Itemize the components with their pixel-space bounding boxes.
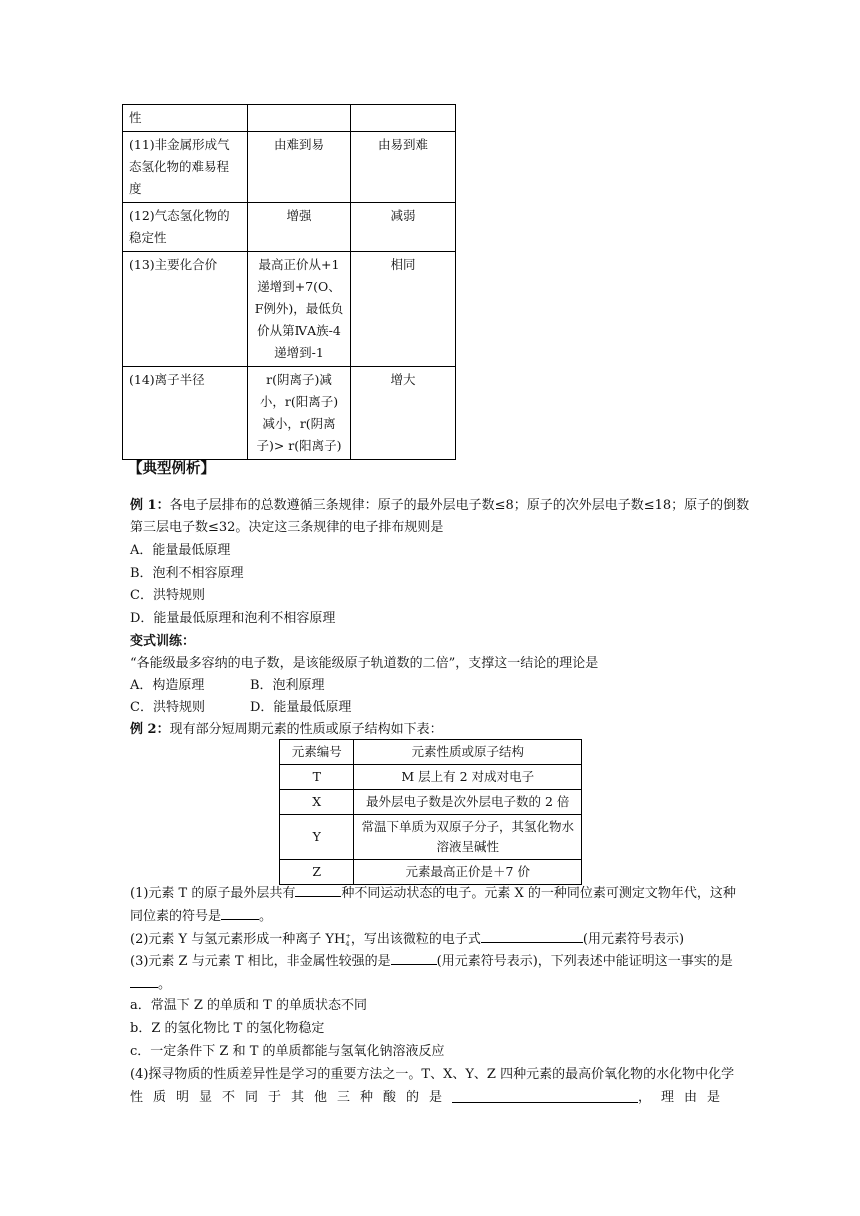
q4-text: 性质明显不同于其他三种酸的是 bbox=[130, 1090, 453, 1105]
example2-label: 例 2： bbox=[130, 722, 170, 737]
q2-text: (用元素符号表示) bbox=[582, 932, 685, 947]
table-cell: 增大 bbox=[351, 367, 456, 460]
q3-text: 。 bbox=[158, 977, 172, 992]
table-cell: X bbox=[280, 790, 354, 815]
section-title: 【典型例析】 bbox=[128, 461, 215, 477]
table-row bbox=[280, 860, 582, 885]
table-cell: Z bbox=[280, 860, 354, 885]
table-row bbox=[123, 203, 456, 252]
table-cell bbox=[248, 105, 351, 132]
question-4-line2 bbox=[130, 1088, 730, 1108]
example1-option: A．能量最低原理 bbox=[130, 543, 231, 558]
q3-option: b．Z 的氢化物比 T 的氢化物稳定 bbox=[130, 1021, 325, 1036]
table-cell: 减弱 bbox=[351, 203, 456, 252]
example1-text: 各电子层排布的总数遵循三条规律：原子的最外层电子数≤8；原子的次外层电子数≤18；原子的倒数 bbox=[169, 498, 750, 513]
variant-options-row1 bbox=[130, 676, 204, 696]
q3-option: c．一定条件下 Z 和 T 的单质都能与氢氧化钠溶液反应 bbox=[130, 1044, 445, 1059]
example2-intro-line bbox=[130, 720, 443, 740]
question-3-line1 bbox=[130, 950, 733, 972]
q3-text: (3)元素 Z 与元素 T 相比，非金属性较强的是 bbox=[130, 954, 391, 969]
table-row bbox=[123, 367, 456, 460]
q1-text: 。 bbox=[259, 909, 273, 924]
example1-option: D．能量最低原理和泡利不相容原理 bbox=[130, 611, 336, 626]
table-cell: 相同 bbox=[351, 252, 456, 367]
answer-blank[interactable] bbox=[452, 1088, 638, 1103]
question-1-line2 bbox=[130, 905, 272, 927]
variant-label: 变式训练： bbox=[130, 634, 196, 649]
q2-text: (2)元素 Y 与氢元素形成一种离子 YH bbox=[130, 932, 346, 947]
column-header: 元素编号 bbox=[280, 740, 354, 765]
column-header: 元素性质或原子结构 bbox=[354, 740, 582, 765]
answer-blank[interactable] bbox=[130, 973, 158, 988]
variant-question: “各能级最多容纳的电子数，是该能级原子轨道数的二倍”，支撑这一结论的理论是 bbox=[130, 656, 599, 671]
q1-text: 同位素的符号是 bbox=[130, 909, 222, 924]
answer-blank[interactable] bbox=[391, 950, 437, 965]
q1-text: (1)元素 T 的原子最外层共有 bbox=[130, 886, 296, 901]
variant-option-a: A．构造原理 bbox=[130, 678, 205, 693]
table-cell: (14)离子半径 bbox=[123, 367, 248, 460]
table-cell: 性 bbox=[123, 105, 248, 132]
question-1-line1 bbox=[130, 882, 736, 904]
answer-blank[interactable] bbox=[295, 882, 341, 897]
table-cell: T bbox=[280, 765, 354, 790]
superscript: + bbox=[345, 931, 351, 940]
table-row bbox=[123, 252, 456, 367]
table-row bbox=[123, 132, 456, 203]
table-cell: M 层上有 2 对成对电子 bbox=[354, 765, 582, 790]
example2-intro: 现有部分短周期元素的性质或原子结构如下表： bbox=[169, 722, 443, 737]
table-cell: 常温下单质为双原子分子，其氢化物水溶液呈碱性 bbox=[354, 815, 582, 860]
table-cell: (12)气态氢化物的稳定性 bbox=[123, 203, 248, 252]
table-cell: r(阴离子)减小，r(阳离子)减小，r(阴离子)> r(阳离子) bbox=[248, 367, 351, 460]
table-row bbox=[123, 105, 456, 132]
table-cell: Y bbox=[280, 815, 354, 860]
table-row bbox=[280, 765, 582, 790]
q3-text: (用元素符号表示)，下列表述中能证明这一事实的是 bbox=[436, 954, 733, 969]
question-2 bbox=[130, 928, 684, 950]
question-4-line1: (4)探寻物质的性质差异性是学习的重要方法之一。T、X、Y、Z 四种元素的最高价氧化物的水化物中化学 bbox=[130, 1067, 735, 1082]
subscript: 4 bbox=[345, 939, 350, 948]
variant-option-c: C．洪特规则 bbox=[130, 700, 205, 715]
example1-line2: 第三层电子数≤32。决定这三条规律的电子排布规则是 bbox=[130, 520, 444, 535]
table-cell: (13)主要化合价 bbox=[123, 252, 248, 367]
q3-option: a．常温下 Z 的单质和 T 的单质状态不同 bbox=[130, 998, 367, 1013]
q4-text: ，理由是 bbox=[637, 1090, 730, 1105]
example1-line1 bbox=[130, 496, 749, 516]
table-cell: 最高正价从+1递增到+7(O、F例外)，最低负价从第ⅣA族-4递增到-1 bbox=[248, 252, 351, 367]
answer-blank[interactable] bbox=[481, 928, 583, 943]
variant-option-b: B．泡利原理 bbox=[250, 678, 325, 693]
example1-option: C．洪特规则 bbox=[130, 588, 205, 603]
table-cell: 由易到难 bbox=[351, 132, 456, 203]
element-table bbox=[279, 739, 582, 885]
example1-option: B．泡利不相容原理 bbox=[130, 566, 244, 581]
table-cell: 增强 bbox=[248, 203, 351, 252]
table-cell bbox=[351, 105, 456, 132]
table-cell: (11)非金属形成气态氢化物的难易程度 bbox=[123, 132, 248, 203]
answer-blank[interactable] bbox=[221, 905, 259, 920]
table-cell: 最外层电子数是次外层电子数的 2 倍 bbox=[354, 790, 582, 815]
table-cell: 由难到易 bbox=[248, 132, 351, 203]
table-row bbox=[280, 790, 582, 815]
q2-text: ，写出该微粒的电子式 bbox=[350, 932, 481, 947]
table-row bbox=[280, 815, 582, 860]
q1-text: 种不同运动状态的电子。元素 X 的一种同位素可测定文物年代，这种 bbox=[341, 886, 736, 901]
question-3-line2 bbox=[130, 973, 171, 995]
table-header-row bbox=[280, 740, 582, 765]
example1-label: 例 1： bbox=[130, 498, 170, 513]
variant-option-d: D．能量最低原理 bbox=[250, 700, 352, 715]
property-table bbox=[122, 104, 456, 460]
table-cell: 元素最高正价是＋7 价 bbox=[354, 860, 582, 885]
